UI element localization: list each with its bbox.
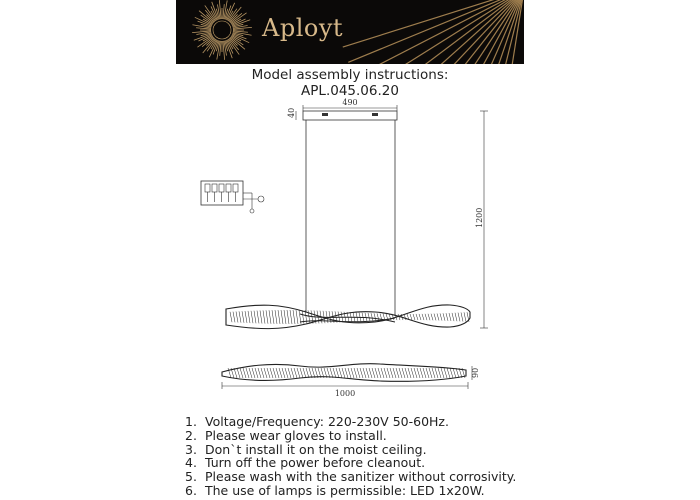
instruction-item: 1. Voltage/Frequency: 220-230V 50-60Hz. [185,414,449,429]
model-number: APL.045.06.20 [301,83,399,99]
canopy-width-label: 490 [342,98,358,107]
brand-logo: Aployt [262,14,344,42]
lamp-front-view [226,305,470,329]
instruction-item: 5. Please wash with the sanitizer without corrosivity. [185,469,517,485]
lamp-side-view [222,364,466,382]
page-title: Model assembly instructions: [251,67,449,83]
canopy-screw-left [322,113,328,116]
ceiling-canopy [303,111,397,120]
total-height-label: 1200 [475,207,484,228]
terminal-block-detail [201,181,264,213]
instruction-item: 6. The use of lamps is permissible: LED 1x20W. [185,482,485,498]
canopy-screw-right [372,113,378,116]
lamp-height-label: 90 [471,367,480,378]
canopy-height-label: 40 [287,107,296,118]
instruction-list [185,415,516,498]
lamp-length-label: 1000 [334,389,356,398]
instruction-item: 2. Please wear gloves to install. [185,427,387,443]
ground-symbol [258,196,264,202]
instruction-item: 4. Turn off the power before cleanout. [185,455,426,471]
instruction-item: 3. Don`t install it on the moist ceiling. [185,441,427,457]
